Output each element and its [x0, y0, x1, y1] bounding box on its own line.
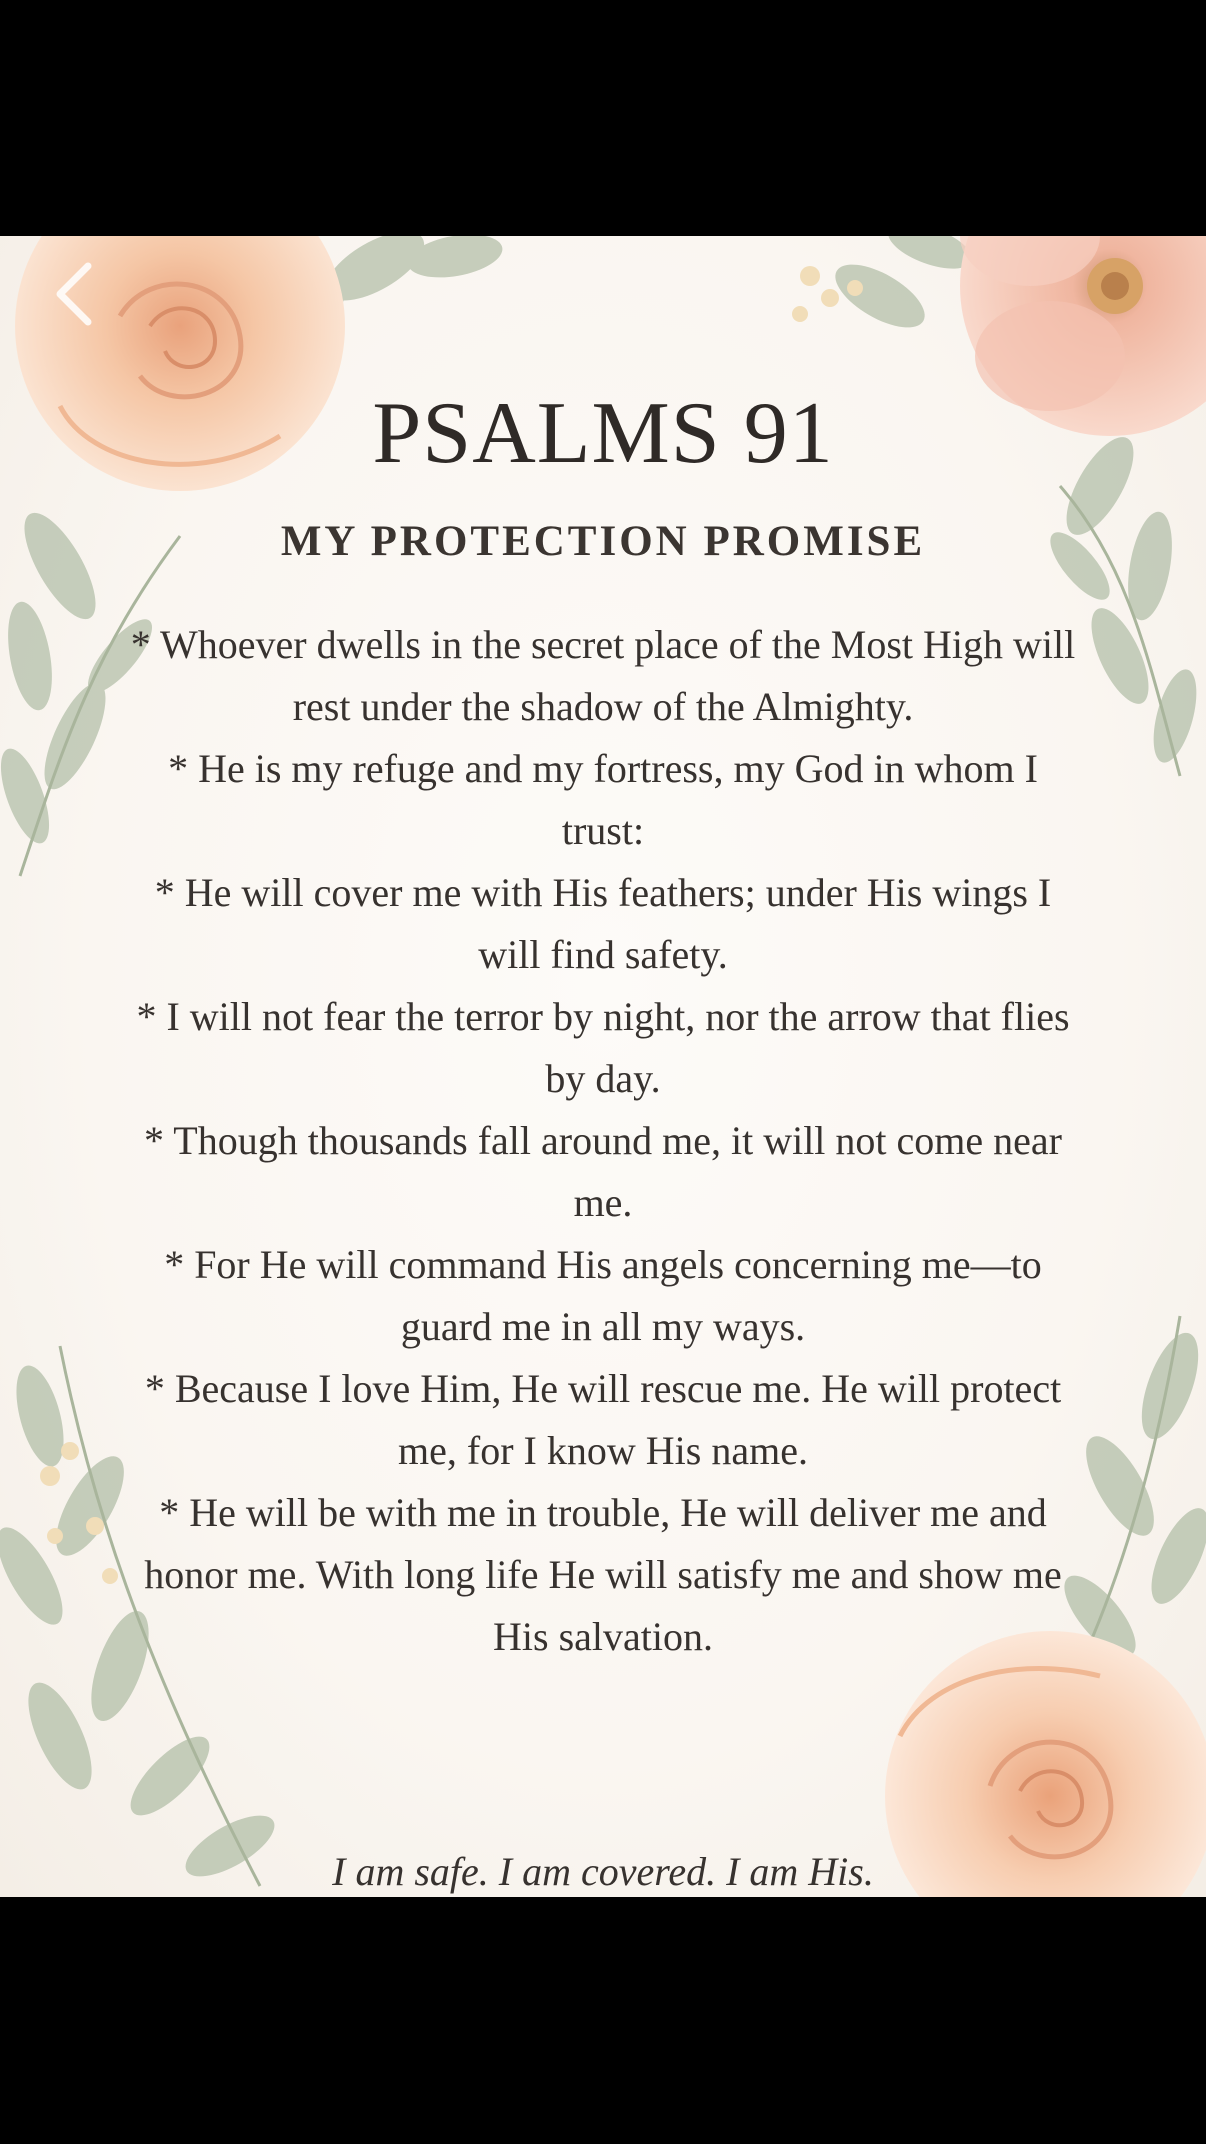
back-button[interactable] — [44, 254, 104, 334]
verse-item: * Though thousands fall around me, it will not come near me. — [144, 1118, 1062, 1225]
verse-list — [130, 614, 1076, 1668]
verse-item: * Because I love Him, He will rescue me. He will protect me, for I know His name. — [144, 1366, 1062, 1473]
psalm-card — [0, 236, 1206, 1897]
verse-item: * For He will command His angels concerning me—to guard me in all my ways. — [164, 1242, 1042, 1349]
page-subtitle: MY PROTECTION PROMISE — [280, 518, 926, 565]
bottom-black-bar — [0, 1897, 1206, 2144]
chevron-left-icon — [44, 254, 104, 334]
verse-item: * Whoever dwells in the secret place of the Most High will rest under the shadow of the Almighty. — [130, 622, 1076, 729]
top-black-bar — [0, 0, 1206, 236]
closing-affirmation: I am safe. I am covered. I am His. — [332, 1849, 874, 1894]
verse-item: * I will not fear the terror by night, nor the arrow that flies by day. — [136, 994, 1070, 1101]
verse-item: * He is my refuge and my fortress, my God in whom I trust: — [168, 746, 1038, 853]
verse-item: * He will cover me with His feathers; under His wings I will find safety. — [154, 870, 1052, 977]
page-title: PSALMS 91 — [372, 385, 834, 482]
verse-item: * He will be with me in trouble, He will deliver me and honor me. With long life He will satisfy me and show me His salvation. — [144, 1490, 1062, 1659]
